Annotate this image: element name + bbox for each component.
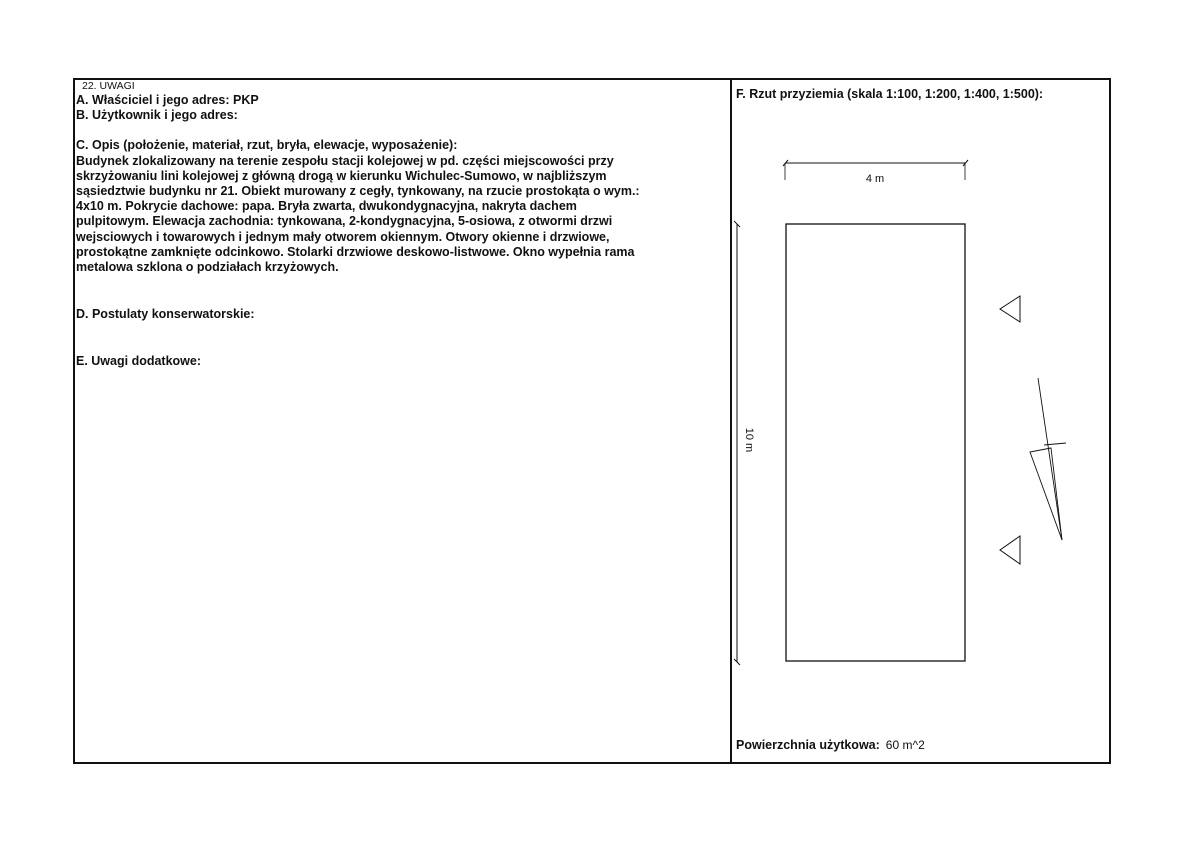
description-line: Budynek zlokalizowany na terenie zespołu stacji kolejowej w pd. części miejscowości przy [76,153,614,168]
conservation-line: D. Postulaty konserwatorskie: [76,307,255,322]
usable-area-value: 60 m^2 [885,738,925,752]
usable-area-label: Powierzchnia użytkowa: [736,738,880,752]
building-footprint [786,224,965,661]
description-line: skrzyżowaniu lini kolejowej z główną drogą w kierunku Wichulec-Sumowo, w najbliższym [76,168,607,183]
remarks-line: E. Uwagi dodatkowe: [76,354,202,369]
entrance-marker-icon [1000,536,1020,564]
north-arrow-icon [1030,378,1066,540]
description-line: sąsiedztwie budynku nr 21. Obiekt murowany z cegły, tynkowany, na rzucie prostokąta o wym.: [76,184,640,199]
width-dimension-label: 4 m [865,173,885,185]
description-line: pulpitowym. Elewacja zachodnia: tynkowana, 2-kondygnacyjna, 5-osiowa, z otwormi drzwi [76,214,613,229]
description-line: metalowa szklona o podziałach krzyżowych. [76,260,339,275]
description-line: wejsciowych i towarowych i jednym mały otworem okiennym. Otwory okienne i drzwiowe, [76,229,610,244]
description-heading: C. Opis (położenie, materiał, rzut, bryła, elewacje, wyposażenie): [76,138,458,153]
user-line: B. Użytkownik i jego adres: [76,108,238,123]
length-dimension-label: 10 m [743,427,755,453]
owner-line: A. Właściciel i jego adres: PKP [76,93,259,107]
entrance-marker-icon [1000,296,1020,322]
description-line: 4x10 m. Pokrycie dachowe: papa. Bryła zwarta, dwukondygnacyjna, nakryta dachem [76,199,577,214]
description-line: prostokątne zamknięte odcinkowo. Stolarki drzwiowe deskowo-listwowe. Okno wypełnia rama [76,244,635,259]
plan-title: F. Rzut przyziemia (skala 1:100, 1:200, 1:400, 1:500): [736,87,1044,101]
usable-area [736,738,925,752]
section-number: 22. UWAGI [82,80,135,92]
